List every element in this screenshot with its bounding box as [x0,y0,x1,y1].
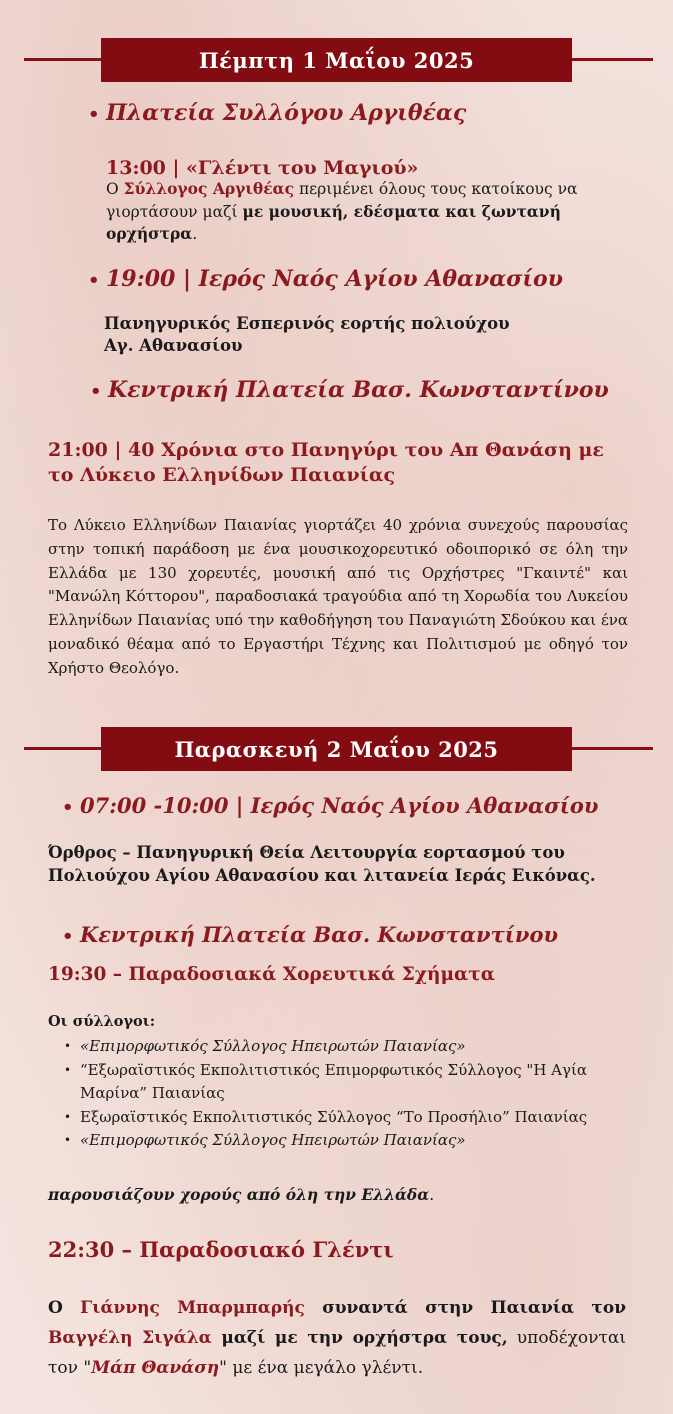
club-item: • «Επιμορφωτικός Σύλλογος Ηπειρωτών Παιανίας» [50,1129,590,1153]
day1-event3-description: Το Λύκειο Ελληνίδων Παιανίας γιορτάζει 40 χρόνια συνεχούς παρουσίας στην τοπική παράδοση με ένα μουσικοχορευτικό οδοιπορικό σε όλη την Ελλάδα με 130 χορευτές, μουσική από τις Ορχήστρες "Γκαιντέ" και "Μανώλη Κόττορου", παραδοσιακά τραγούδια από τη Χορωδία του Λυκείου Ελληνίδων Παιανίας υπό την καθοδήγηση του Παναγιώτη Σδούκου και ένα μοναδικό θέαμα από το Εργαστήρι Τέχνης και Πολιτισμού με οδηγό τον Χρήστο Θεολόγο. [48,516,628,677]
day2-event3-text: Ο Γιάννης Μπαρμπαρής συναντά στην Παιανία τον Βαγγέλη Σιγάλα μαζί με την ορχήστρα τους, υποδέχονται τον "Μάπ Θανάση" με ένα μεγάλο γλέντι. [48,1298,627,1378]
club-item: • Εξωραϊστικός Εκπολιτιστικός Σύλλογος “Το Προσήλιο” Παιανίας [50,1106,590,1130]
clubs-footer: παρουσιάζουν χορούς από όλη την Ελλάδα. [48,1185,435,1204]
day2-location-1: • 07:00 -10:00 | Ιερός Ναός Αγίου Αθανασίου [62,793,599,818]
day2-event3-heading: 22:30 – Παραδοσιακό Γλέντι [48,1237,394,1262]
clubs-list [50,1035,590,1153]
day2-banner [0,727,673,771]
club-item: • «Επιμορφωτικός Σύλλογος Ηπειρωτών Παιανίας» [50,1035,590,1059]
day2-banner-title: Παρασκευή 2 Μαΐου 2025 [101,727,572,771]
bullet-icon: • [90,381,102,402]
bullet-icon: • [88,104,100,125]
day1-location-1: • Πλατεία Συλλόγου Αργιθέας [88,100,467,126]
bullet-icon: • [62,926,74,947]
day1-banner-title: Πέμπτη 1 Μαΐου 2025 [101,38,572,82]
bullet-icon: • [62,797,74,818]
day1-banner [0,38,673,82]
day1-location-2: • 19:00 | Ιερός Ναός Αγίου Αθανασίου [88,266,563,292]
club-item: • “Εξωραϊστικός Εκπολιτιστικός Επιμορφωτικός Σύλλογος "Η Αγία Μαρίνα” Παιανίας [50,1059,590,1106]
day1-event3-heading: 21:00 | 40 Χρόνια στο Πανηγύρι του Απ Θανάση με το Λύκειο Ελληνίδων Παιανίας [48,439,604,486]
day1-location-3: • Κεντρική Πλατεία Βασ. Κωνσταντίνου [90,377,609,403]
day1-event2-text: Πανηγυρικός Εσπερινός εορτής πολιούχου Αγ. Αθανασίου [104,314,510,355]
day1-event1-heading: 13:00 | «Γλέντι του Μαγιού» [106,157,419,179]
day1-event1-text: Ο Σύλλογος Αργιθέας περιμένει όλους τους κατοίκους να γιορτάσουν μαζί με μουσική, εδέσματα και ζωντανή ορχήστρα. [106,179,578,243]
clubs-label: Οι σύλλογοι: [48,1013,156,1030]
day2-location-2: • Κεντρική Πλατεία Βασ. Κωνσταντίνου [62,922,559,947]
day2-event1-text: Όρθρος – Πανηγυρική Θεία Λειτουργία εορτασμού του Πολιούχου Αγίου Αθανασίου και λιτανεία Ιεράς Εικόνας. [48,843,596,885]
bullet-icon: • [88,270,100,291]
day2-event2-heading: 19:30 – Παραδοσιακά Χορευτικά Σχήματα [48,964,495,985]
